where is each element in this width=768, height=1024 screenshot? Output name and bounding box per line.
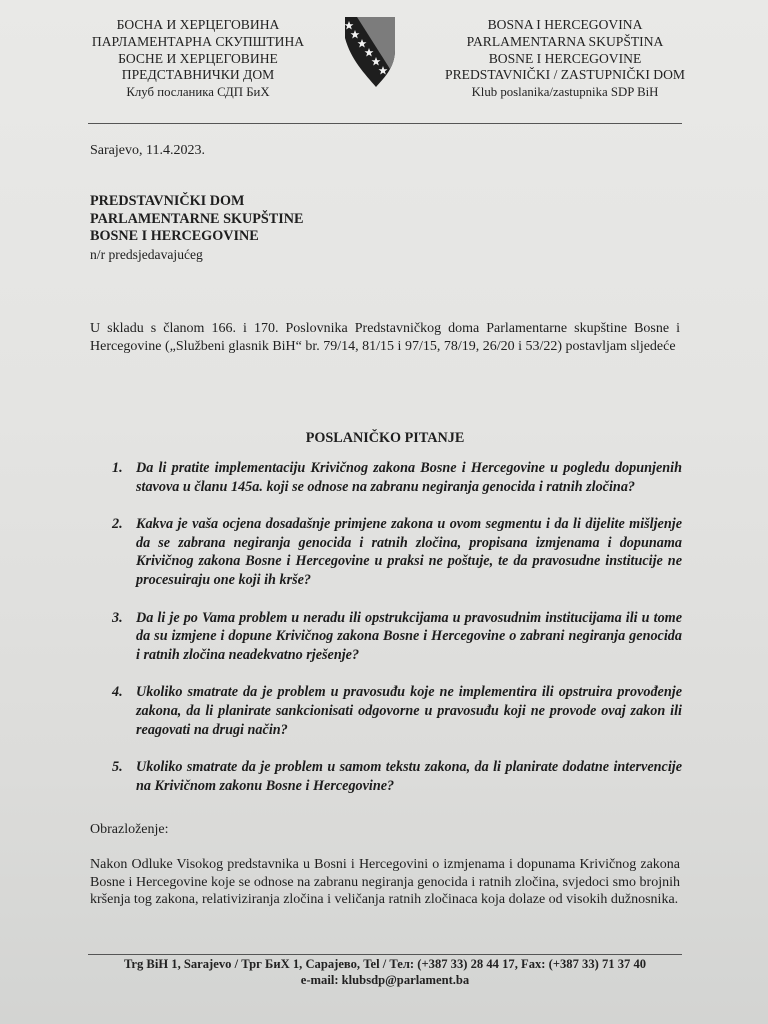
questions-list	[112, 459, 682, 814]
addressee-line: PREDSTAVNIČKI DOM	[90, 193, 245, 209]
question-number: 1.	[112, 460, 123, 476]
footer-email: e-mail: klubsdp@parlament.ba	[300, 973, 470, 987]
header-divider	[88, 123, 682, 124]
section-title: POSLANIČKO PITANJE	[305, 430, 465, 446]
question-item	[112, 758, 682, 795]
question-item	[112, 515, 682, 589]
addressee-attention: n/r predsjedavajućeg	[90, 246, 203, 262]
footer	[80, 956, 690, 988]
header-cyrillic-line: ПРЕДСТАВНИЧКИ ДОМ	[121, 67, 275, 83]
addressee-line: BOSNE I HERCEGOVINE	[90, 228, 259, 244]
header-cyrillic	[80, 17, 316, 101]
header-latin-line: BOSNA I HERCEGOVINA	[487, 17, 643, 32]
explanation-title: Obrazloženje:	[90, 822, 169, 837]
addressee-block	[90, 193, 304, 263]
explanation-text: Nakon Odluke Visokog predstavnika u Bosni i Hercegovini o izmjenama i dopunama Krivičnog zakona Bosne i Hercegovine koje se odnose na zabranu negiranja genocida i ratnih zločina, svjedoci smo brojnih kršenja tog zakona, relativiziranja zločina i veličanja ratnih zločinaca koja dolaze od visokih dužnosnika.	[90, 857, 680, 907]
question-text: Ukoliko smatrate da je problem u samom tekstu zakona, da li planirate dodatne intervencije na Krivičnom zakonu Bosne i Hercegovine?	[136, 759, 682, 794]
question-number: 4.	[112, 684, 123, 701]
header-latin-club: Klub poslanika/zastupnika SDP BiH	[471, 85, 659, 100]
addressee-line: PARLAMENTARNE SKUPŠTINE	[90, 210, 304, 227]
header-latin	[432, 17, 698, 101]
date-line: Sarajevo, 11.4.2023.	[90, 143, 205, 158]
question-item	[112, 459, 682, 496]
question-number: 2.	[112, 516, 123, 533]
footer-divider	[88, 954, 682, 955]
header-cyrillic-line: ПАРЛАМЕНТАРНА СКУПШТИНА	[91, 33, 305, 49]
header-cyrillic-line: БОСНЕ И ХЕРЦЕГОВИНЕ	[118, 50, 278, 66]
question-item	[112, 609, 682, 665]
question-item	[112, 683, 682, 739]
header-latin-line: PARLAMENTARNA SKUPŠTINA	[466, 33, 664, 49]
question-text: Kakva je vaša ocjena dosadašnje primjene zakona u ovom segmentu i da li dijelite mišljenje da se zabrana negiranja genocida i ratnih zločina, propisana izmjenama i dopunama Krivičnog zakona Bosne i Hercegovine u praksi ne poštuje, te da pravosudne institucije ne procesuiraju one koji ih krše?	[136, 516, 682, 588]
question-text: Da li je po Vama problem u neradu ili opstrukcijama u pravosudnim institucijama ili u tome da su izmjene i dopune Krivičnog zakona Bosne i Hercegovine o zabrani negiranja genocida i ratnih zločina neadekvatno rješenje?	[136, 609, 682, 663]
question-number: 5.	[112, 759, 123, 776]
footer-address: Trg BiH 1, Sarajevo / Трг БиХ 1, Сарајево, Tel / Тел: (+387 33) 28 44 17, Fax: (+387 33) 71 37 40	[123, 957, 647, 971]
question-number: 3.	[112, 609, 123, 626]
question-text: Da li pratite implementaciju Krivičnog zakona Bosne i Hercegovine u pogledu dopunjenih stavova u članu 145a. koji se odnose na zabranu negiranja genocida i ratnih zločina?	[136, 460, 682, 495]
intro-paragraph: U skladu s članom 166. i 170. Poslovnika Predstavničkog doma Parlamentarne skupštine Bosne i Hercegovine („Službeni glasnik BiH“ br. 79/14, 81/15 i 97/15, 78/19, 26/20 i 53/22) postavljam sljedeće	[90, 321, 680, 354]
header-cyrillic-line: БОСНА И ХЕРЦЕГОВИНА	[116, 17, 280, 32]
header-latin-line: PREDSTAVNIČKI / ZASTUPNIČKI DOM	[445, 67, 685, 83]
question-text: Ukoliko smatrate da je problem u pravosuđu koje ne implementira ili opstruira provođenje zakona, da li planirate sankcionisati odgovorne u pravosuđu koji ne provode ovaj zakon ili reagovati na drugi način?	[136, 684, 682, 738]
header-latin-line: BOSNE I HERCEGOVINE	[488, 50, 642, 66]
bih-coat-of-arms-icon	[343, 16, 397, 88]
header-cyrillic-club: Клуб посланика СДП БиХ	[126, 85, 270, 100]
